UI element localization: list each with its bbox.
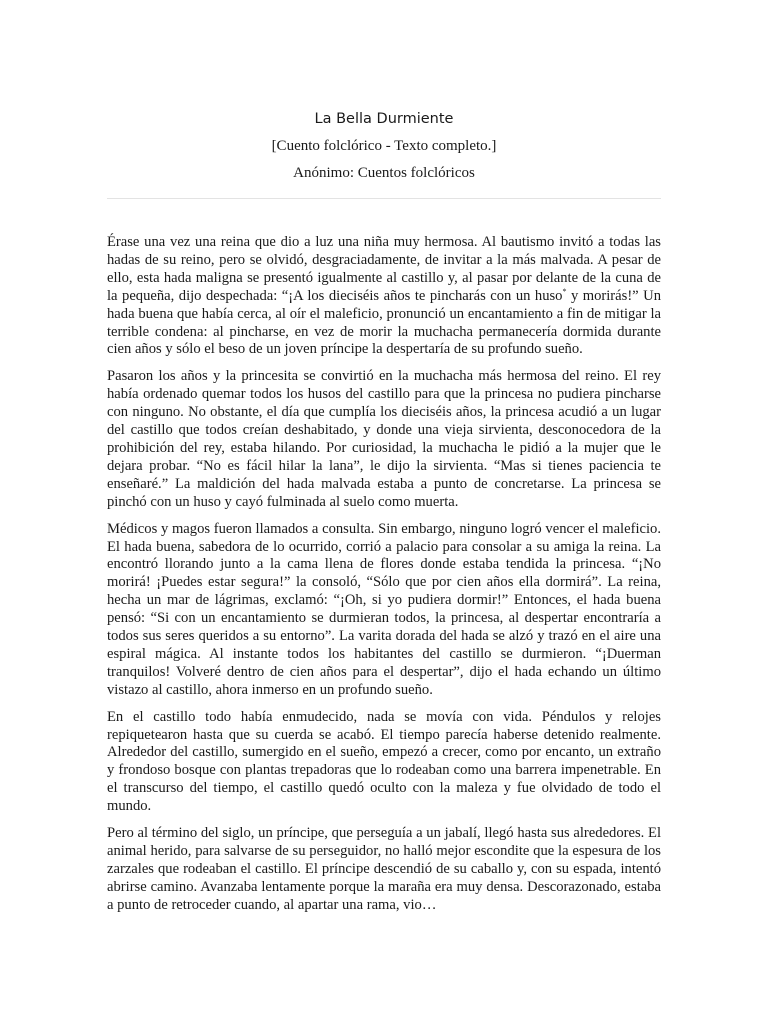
paragraph-1-text-end: y morirás!” Un hada buena que había cerca, al oír el maleficio, pronunció un encantamiento a fin de mitigar la terrible condena: al pincharse, en vez de morir la muchacha permanecería dormida durante cien años y sólo el beso de un joven príncipe la despertaría de su profundo sueño. [107,287,661,358]
paragraph-1-text-start: Érase una vez una reina que dio a luz una niña muy hermosa. Al bautismo invitó a todas las hadas de su reino, pero se olvidó, desgraciadamente, de invitar a la más malvada. A pesar de ello, esta hada maligna se presentó igualmente al castillo y, al pasar por delante de la cuna de la pequeña, dijo despechada: “¡A los dieciséis años te pincharás con un huso [107,234,661,304]
paragraph-1 [107,234,661,359]
author-line: Anónimo: Cuentos folclóricos [293,165,475,181]
paragraph-4: En el castillo todo había enmudecido, nada se movía con vida. Péndulos y relojes repiquetearon hasta que su cuerda se acabó. El tiempo parecía haberse detenido realmente. Alrededor del castillo, sumergido en el sueño, empezó a crecer, como por encanto, un extraño y frondoso bosque con plantas trepadoras que lo rodeaban como una barrera impenetrable. En el transcurso del tiempo, el castillo quedó oculto con la maleza y fue olvidado de todo el mundo. [107,708,661,815]
document-title: La Bella Durmiente [314,111,454,127]
header-divider [107,198,661,199]
paragraph-3: Médicos y magos fueron llamados a consulta. Sin embargo, ninguno logró vencer el maleficio. El hada buena, sabedora de lo ocurrido, corrió a palacio para consolar a su amiga la reina. La encontró llorando junto a la cama llena de flores donde estaba tendida la princesa. “¡No morirá! ¡Puedes estar segura!” la consoló, “Sólo que por cien años ella dormirá”. La reina, hecha un mar de lágrimas, exclamó: “¡Oh, si yo pudiera dormir!” Entonces, el hada buena pensó: “Si con un encantamiento se durmieran todos, la princesa, al despertar encontraría a todos sus seres queridos a su entorno”. La varita dorada del hada se alzó y trazó en el aire una espiral mágica. Al instante todos los habitantes del castillo se durmieron. “¡Duerman tranquilos! Volveré dentro de cien años para el despertar”, dijo el hada echando un último vistazo al castillo, ahora inmerso en un profundo sueño. [107,520,661,698]
paragraph-5: Pero al término del siglo, un príncipe, que perseguía a un jabalí, llegó hasta sus alrededores. El animal herido, para salvarse de su perseguidor, no halló mejor escondite que la espesura de los zarzales que rodeaban el castillo. El príncipe descendió de su caballo y, con su espada, intentó abrirse camino. Avanzaba lentamente porque la maraña era muy densa. Descorazonado, estaba a punto de retroceder cuando, al apartar una rama, vio… [107,825,661,913]
paragraph-2: Pasaron los años y la princesita se convirtió en la muchacha más hermosa del reino. El rey había ordenado quemar todos los husos del castillo para que la princesa no pudiera pincharse con ninguno. No obstante, el día que cumplía los dieciséis años, la princesa acudió a un lugar del castillo que todos creían deshabitado, y donde una vieja sirvienta, desconocedora de la prohibición del rey, estaba hilando. Por curiosidad, la muchacha le pidió a la mujer que le dejara probar. “No es fácil hilar la lana”, le dijo la sirvienta. “Mas si tienes paciencia te enseñaré.” La maldición del hada malvada estaba a punto de concretarse. La princesa se pinchó con un huso y cayó fulminada al suelo como muerta. [107,368,661,510]
document-header [107,108,661,184]
footnote-marker[interactable]: * [562,286,567,296]
story-body [107,234,661,924]
document-subtitle: [Cuento folclórico - Texto completo.] [271,138,497,154]
